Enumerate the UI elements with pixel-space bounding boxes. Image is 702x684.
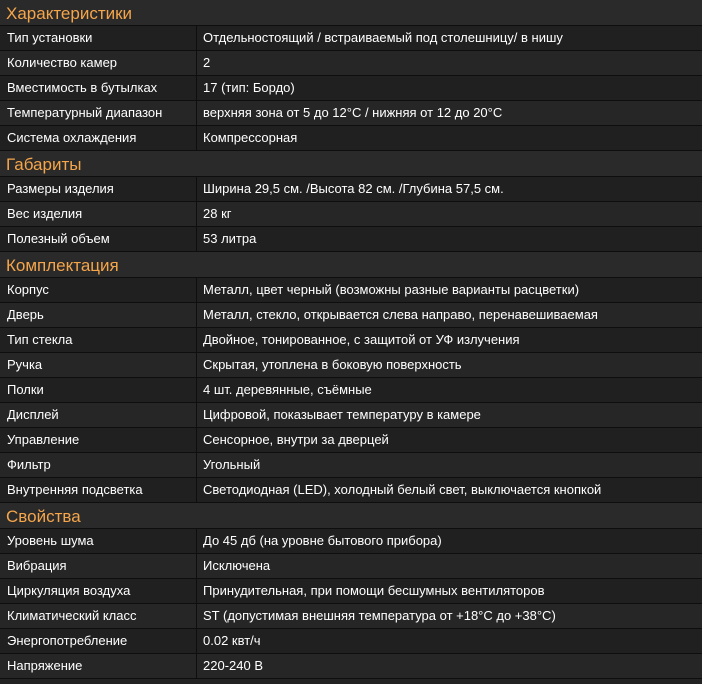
spec-row (0, 278, 702, 303)
spec-row (0, 303, 702, 328)
spec-value: Сенсорное, внутри за дверцей (203, 432, 389, 447)
spec-label: Дверь (0, 303, 197, 327)
spec-row (0, 604, 702, 629)
spec-row (0, 51, 702, 76)
spec-value: ST (допустимая внешняя температура от +18°С до +38°С) (203, 608, 556, 623)
spec-value: 2 (203, 55, 211, 70)
spec-label: Внутренняя подсветка (0, 478, 197, 502)
spec-row (0, 328, 702, 353)
spec-value: Ширина 29,5 см. /Высота 82 см. /Глубина 57,5 см. (203, 181, 504, 196)
spec-value: 220-240 В (203, 658, 263, 673)
spec-label: Циркуляция воздуха (0, 579, 197, 603)
spec-row (0, 378, 702, 403)
spec-label: Вес изделия (0, 202, 197, 226)
spec-row (0, 554, 702, 579)
spec-value: Компрессорная (203, 130, 298, 145)
spec-row (0, 101, 702, 126)
spec-value: верхняя зона от 5 до 12°С / нижняя от 12 до 20°С (203, 105, 503, 120)
spec-label: Дисплей (0, 403, 197, 427)
spec-label: Фильтр (0, 453, 197, 477)
spec-row (0, 453, 702, 478)
spec-row (0, 126, 702, 151)
spec-label: Энергопотребление (0, 629, 197, 653)
spec-label: Тип стекла (0, 328, 197, 352)
spec-row (0, 654, 702, 679)
spec-value: Угольный (203, 457, 261, 472)
spec-value: 53 литра (203, 231, 257, 246)
spec-row (0, 579, 702, 604)
spec-label: Полезный объем (0, 227, 197, 251)
spec-value: Двойное, тонированное, с защитой от УФ излучения (203, 332, 520, 347)
spec-value: 4 шт. деревянные, съёмные (203, 382, 372, 397)
spec-label: Вместимость в бутылках (0, 76, 197, 100)
spec-value: До 45 дб (на уровне бытового прибора) (203, 533, 442, 548)
spec-row (0, 629, 702, 654)
spec-label: Система охлаждения (0, 126, 197, 150)
spec-value: Скрытая, утоплена в боковую поверхность (203, 357, 462, 372)
spec-value: Отдельностоящий / встраиваемый под столешницу/ в нишу (203, 30, 563, 45)
spec-row (0, 403, 702, 428)
spec-row (0, 227, 702, 252)
spec-row (0, 478, 702, 503)
spec-value: Металл, цвет черный (возможны разные варианты расцветки) (203, 282, 580, 297)
spec-label: Корпус (0, 278, 197, 302)
spec-row (0, 353, 702, 378)
spec-row (0, 26, 702, 51)
spec-label: Уровень шума (0, 529, 197, 553)
spec-value: 0.02 квт/ч (203, 633, 261, 648)
spec-label: Управление (0, 428, 197, 452)
spec-label: Количество камер (0, 51, 197, 75)
spec-value: Светодиодная (LED), холодный белый свет, выключается кнопкой (203, 482, 602, 497)
spec-label: Напряжение (0, 654, 197, 678)
spec-value: Металл, стекло, открывается слева направо, перенавешиваемая (203, 307, 598, 322)
spec-label: Ручка (0, 353, 197, 377)
spec-value: 28 кг (203, 206, 232, 221)
spec-row (0, 76, 702, 101)
spec-value: Принудительная, при помощи бесшумных вентиляторов (203, 583, 545, 598)
spec-row (0, 529, 702, 554)
spec-value: Исключена (203, 558, 271, 573)
spec-label: Размеры изделия (0, 177, 197, 201)
spec-label: Климатический класс (0, 604, 197, 628)
spec-value: 17 (тип: Бордо) (203, 80, 295, 95)
section-title: Габариты (0, 151, 702, 177)
spec-label: Полки (0, 378, 197, 402)
section-title: Комплектация (0, 252, 702, 278)
spec-label: Температурный диапазон (0, 101, 197, 125)
section-title: Характеристики (0, 0, 702, 26)
spec-row (0, 202, 702, 227)
section-title: Свойства (0, 503, 702, 529)
spec-value: Цифровой, показывает температуру в камере (203, 407, 481, 422)
spec-row (0, 428, 702, 453)
spec-label: Тип установки (0, 26, 197, 50)
spec-label: Вибрация (0, 554, 197, 578)
spec-row (0, 177, 702, 202)
